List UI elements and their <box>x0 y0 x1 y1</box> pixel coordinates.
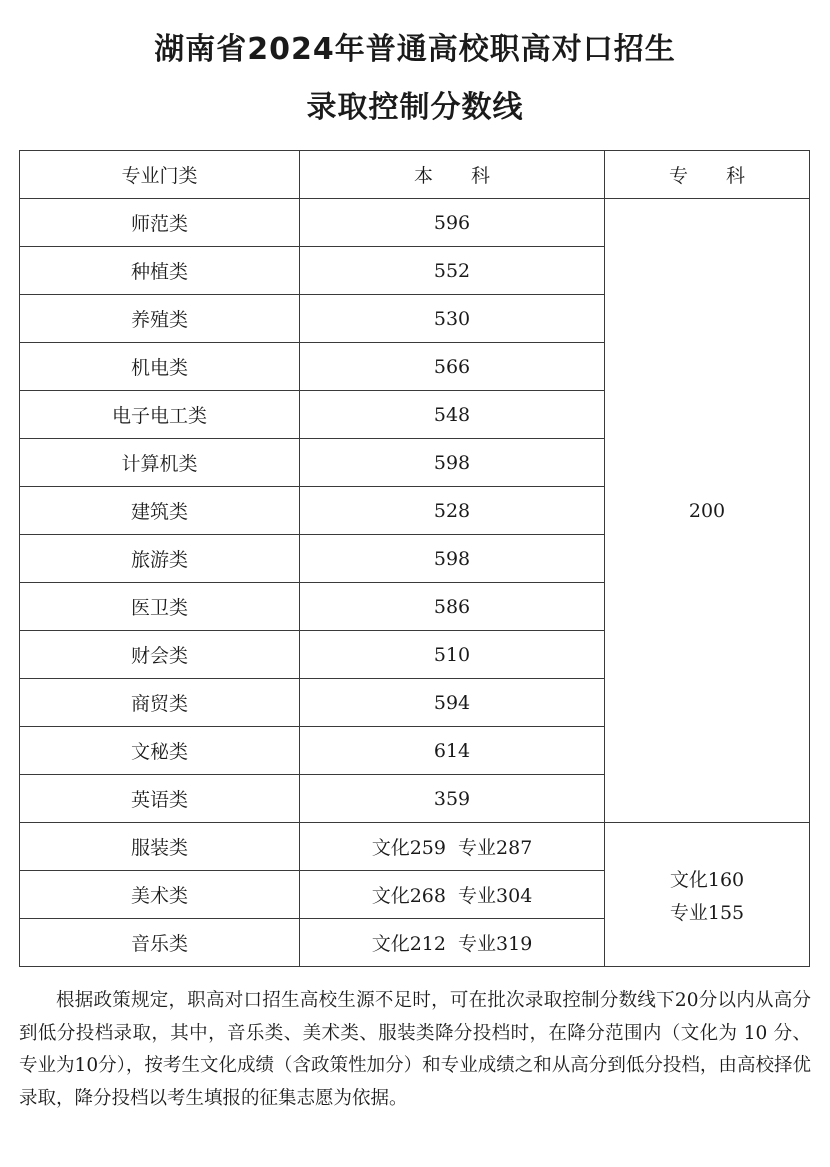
junior-college-art-score <box>605 823 810 967</box>
junior-college-general-score: 200 <box>605 199 810 823</box>
undergrad-score-cell: 598 <box>300 535 605 583</box>
category-cell: 财会类 <box>20 631 300 679</box>
category-cell: 美术类 <box>20 871 300 919</box>
undergrad-score-cell: 614 <box>300 727 605 775</box>
category-cell: 机电类 <box>20 343 300 391</box>
category-cell: 文秘类 <box>20 727 300 775</box>
undergrad-score-cell: 548 <box>300 391 605 439</box>
undergrad-score-cell: 文化259 专业287 <box>300 823 605 871</box>
header-undergrad: 本 科 <box>300 151 605 199</box>
category-cell: 种植类 <box>20 247 300 295</box>
undergrad-score-cell: 文化212 专业319 <box>300 919 605 967</box>
category-cell: 商贸类 <box>20 679 300 727</box>
undergrad-score-cell: 528 <box>300 487 605 535</box>
category-cell: 服装类 <box>20 823 300 871</box>
undergrad-score-cell: 文化268 专业304 <box>300 871 605 919</box>
undergrad-score-cell: 598 <box>300 439 605 487</box>
table-row <box>20 199 810 247</box>
category-cell: 计算机类 <box>20 439 300 487</box>
undergrad-score-cell: 552 <box>300 247 605 295</box>
category-cell: 养殖类 <box>20 295 300 343</box>
undergrad-score-cell: 596 <box>300 199 605 247</box>
page-title: 湖南省2024年普通高校职高对口招生 <box>154 32 676 67</box>
category-cell: 医卫类 <box>20 583 300 631</box>
category-cell: 英语类 <box>20 775 300 823</box>
undergrad-score-cell: 510 <box>300 631 605 679</box>
category-cell: 建筑类 <box>20 487 300 535</box>
page-subtitle: 录取控制分数线 <box>306 90 524 125</box>
art-culture-score: 文化160 <box>669 868 745 891</box>
undergrad-score-cell: 359 <box>300 775 605 823</box>
category-cell: 师范类 <box>20 199 300 247</box>
header-junior-college: 专 科 <box>605 151 810 199</box>
category-cell: 音乐类 <box>20 919 300 967</box>
header-category: 专业门类 <box>20 151 300 199</box>
art-major-score: 专业155 <box>669 901 745 924</box>
policy-note: 根据政策规定，职高对口招生高校生源不足时，可在批次录取控制分数线下20分以内从高分到低分投档录取，其中，音乐类、美术类、服装类降分投档时，在降分范围内（文化为 10 分、专业为10分），按考生文化成绩（含政策性加分）和专业成绩之和从高分到低分投档，由高校择优录取，降分投档以考生填报的征集志愿为依据。 <box>19 990 811 1109</box>
undergrad-score-cell: 586 <box>300 583 605 631</box>
undergrad-score-cell: 530 <box>300 295 605 343</box>
table-row <box>20 823 810 871</box>
category-cell: 电子电工类 <box>20 391 300 439</box>
undergrad-score-cell: 594 <box>300 679 605 727</box>
score-table <box>19 150 810 967</box>
table-header-row <box>20 151 810 199</box>
undergrad-score-cell: 566 <box>300 343 605 391</box>
category-cell: 旅游类 <box>20 535 300 583</box>
